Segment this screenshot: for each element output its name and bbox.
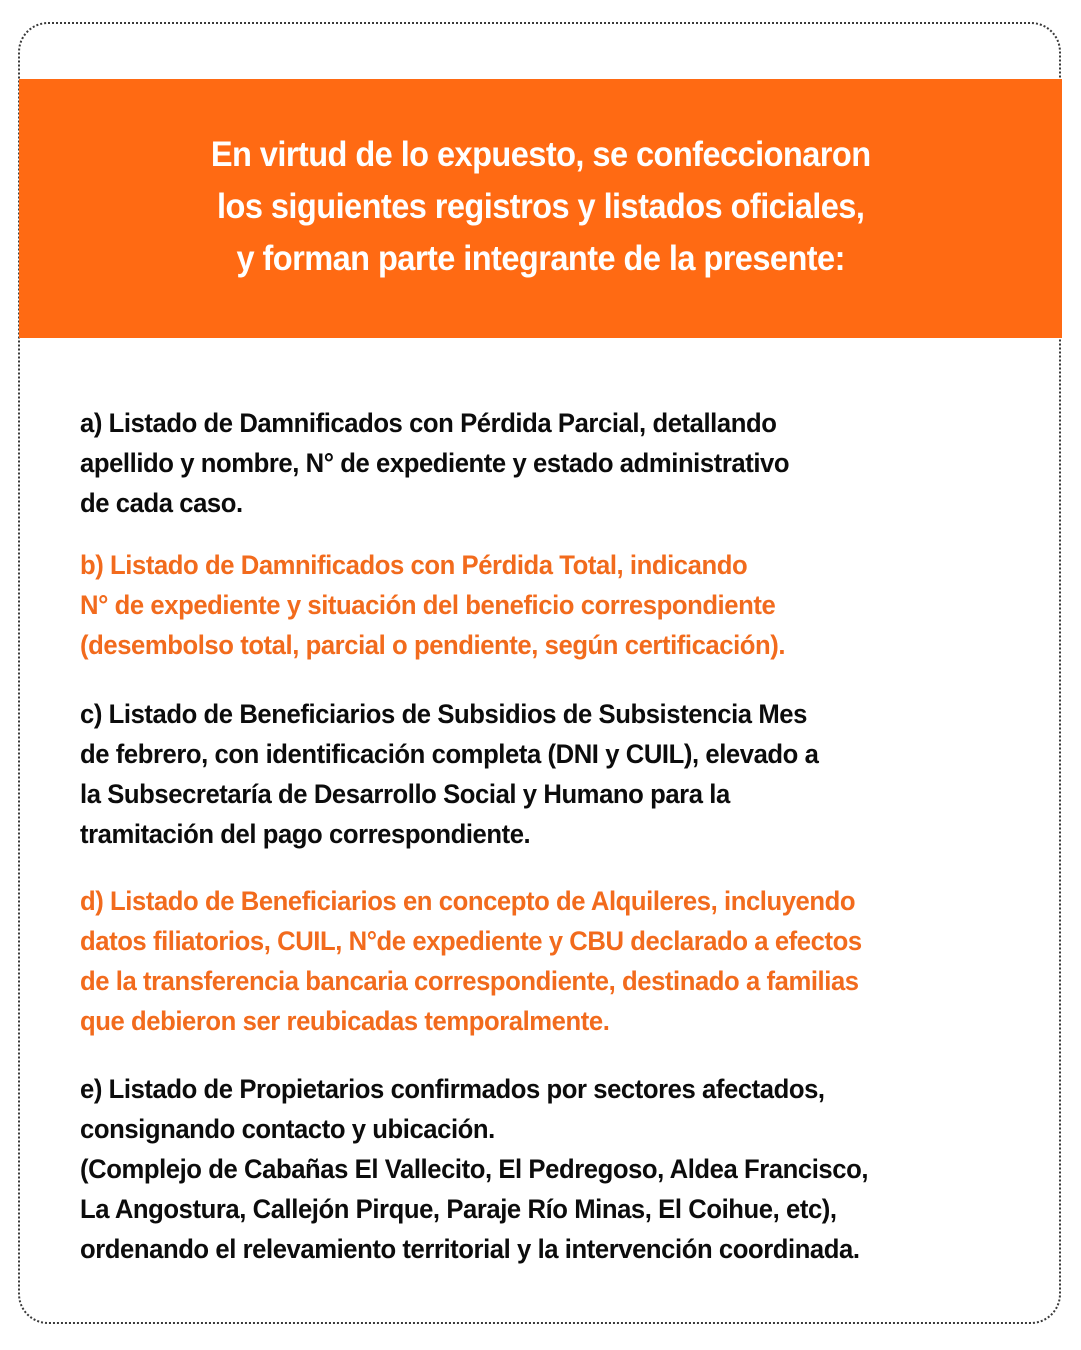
list-item-line: de febrero, con identificación completa (DNI y CUIL), elevado a: [80, 739, 819, 769]
list-item-a: [80, 403, 789, 523]
list-item-b: [80, 545, 785, 665]
list-item-line: apellido y nombre, N° de expediente y estado administrativo: [80, 448, 790, 478]
list-item-line: d) Listado de Beneficiarios en concepto de Alquileres, incluyendo: [80, 886, 856, 916]
list-item-line: a) Listado de Damnificados con Pérdida Parcial, detallando: [80, 408, 777, 438]
list-item-line: (Complejo de Cabañas El Vallecito, El Pedregoso, Aldea Francisco,: [80, 1154, 869, 1184]
list-item-line: datos filiatorios, CUIL, N°de expediente y CBU declarado a efectos: [80, 926, 862, 956]
banner-title: [211, 129, 871, 285]
list-item-line: La Angostura, Callejón Pirque, Paraje Río Minas, El Coihue, etc),: [80, 1194, 837, 1224]
list-item-line: ordenando el relevamiento territorial y la intervención coordinada.: [80, 1234, 860, 1264]
list-item-line: que debieron ser reubicadas temporalmente.: [80, 1006, 610, 1036]
list-item-line: la Subsecretaría de Desarrollo Social y Humano para la: [80, 779, 730, 809]
list-item-line: N° de expediente y situación del beneficio correspondiente: [80, 590, 776, 620]
list-item-line: c) Listado de Beneficiarios de Subsidios de Subsistencia Mes: [80, 699, 807, 729]
list-item-line: consignando contacto y ubicación.: [80, 1114, 495, 1144]
list-item-line: e) Listado de Propietarios confirmados por sectores afectados,: [80, 1074, 825, 1104]
list-item-line: b) Listado de Damnificados con Pérdida Total, indicando: [80, 550, 748, 580]
list-item-line: (desembolso total, parcial o pendiente, según certificación).: [80, 630, 786, 660]
list-item-c: [80, 694, 818, 854]
list-item-d: [80, 881, 862, 1041]
banner-line: En virtud de lo expuesto, se confeccionaron: [210, 134, 871, 174]
list-item-line: de cada caso.: [80, 488, 243, 518]
banner-line: los siguientes registros y listados oficiales,: [216, 186, 865, 226]
list-item-e: [80, 1069, 868, 1269]
list-item-line: tramitación del pago correspondiente.: [80, 819, 531, 849]
banner-line: y forman parte integrante de la presente:: [236, 238, 845, 278]
list-item-line: de la transferencia bancaria correspondiente, destinado a familias: [80, 966, 859, 996]
header-banner: [19, 79, 1062, 338]
